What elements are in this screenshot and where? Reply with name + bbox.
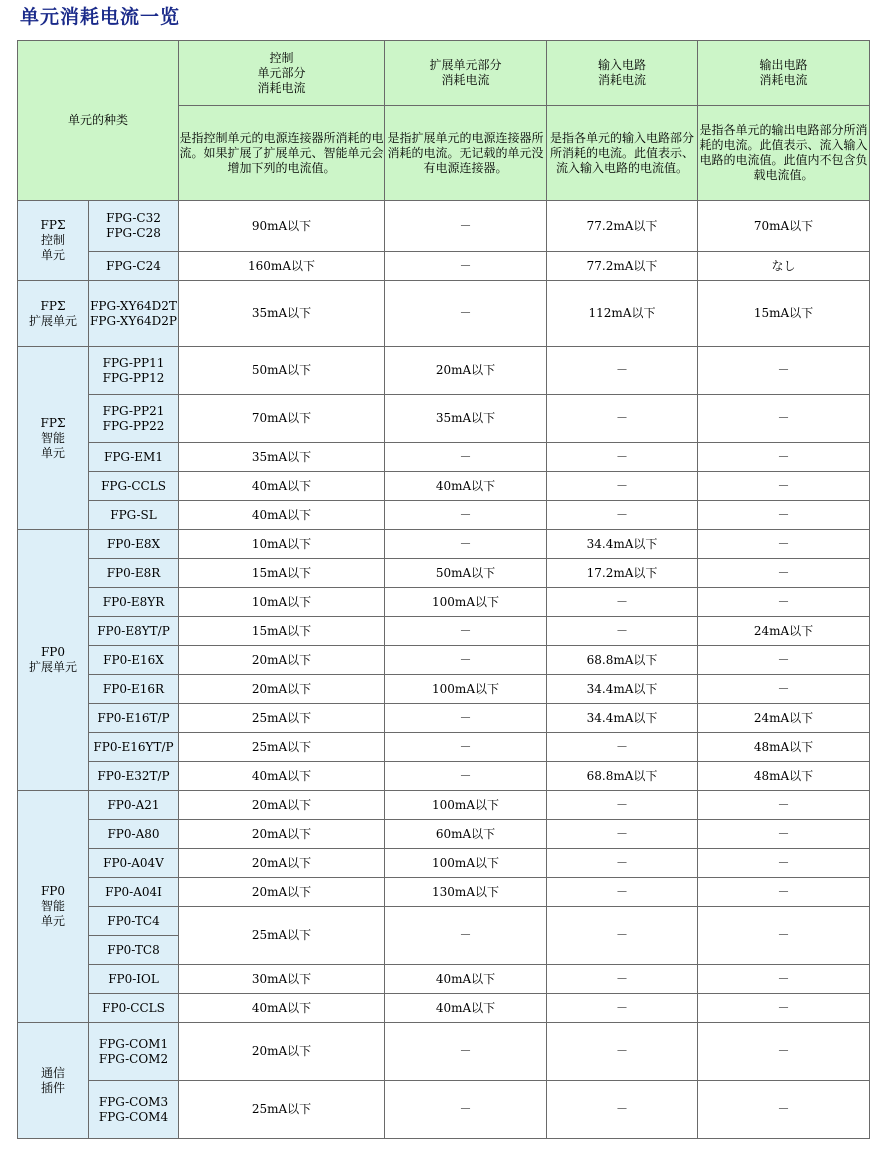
table-row [18, 1081, 870, 1139]
control-current-cell: 25mA以下 [179, 1081, 385, 1139]
expansion-current-cell: 130mA以下 [385, 878, 547, 907]
table-row [18, 994, 870, 1023]
input-current-cell: － [547, 820, 698, 849]
input-current-cell: － [547, 472, 698, 501]
expansion-current-cell: 35mA以下 [385, 395, 547, 443]
output-current-cell: － [698, 675, 870, 704]
expansion-current-cell: 20mA以下 [385, 347, 547, 395]
table-row [18, 820, 870, 849]
table-row [18, 733, 870, 762]
model-cell: FP0-IOL [89, 965, 179, 994]
table-row [18, 907, 870, 936]
current-consumption-table [17, 40, 870, 1139]
col-desc-control: 是指控制单元的电源连接器所消耗的电流。如果扩展了扩展单元、智能单元会增加下列的电流值。 [179, 106, 385, 201]
expansion-current-cell: 40mA以下 [385, 472, 547, 501]
input-current-cell: － [547, 733, 698, 762]
model-cell: FPG-SL [89, 501, 179, 530]
table-row [18, 395, 870, 443]
input-current-cell: － [547, 443, 698, 472]
unit-group-label: FP0 智能 单元 [18, 791, 89, 1023]
table-row [18, 588, 870, 617]
control-current-cell: 25mA以下 [179, 704, 385, 733]
input-current-cell: － [547, 965, 698, 994]
output-current-cell: 24mA以下 [698, 704, 870, 733]
model-cell: FPG-COM1 FPG-COM2 [89, 1023, 179, 1081]
input-current-cell: 68.8mA以下 [547, 762, 698, 791]
unit-group-label: FP0 扩展单元 [18, 530, 89, 791]
output-current-cell: － [698, 588, 870, 617]
control-current-cell: 35mA以下 [179, 443, 385, 472]
output-current-cell: 48mA以下 [698, 733, 870, 762]
output-current-cell: － [698, 559, 870, 588]
expansion-current-cell: 100mA以下 [385, 849, 547, 878]
control-current-cell: 20mA以下 [179, 646, 385, 675]
model-cell: FP0-A04V [89, 849, 179, 878]
table-row [18, 675, 870, 704]
model-cell: FP0-E8X [89, 530, 179, 559]
col-desc-output: 是指各单元的输出电路部分所消耗的电流。此值表示、流入输入电路的电流值。此值内不包含负载电流值。 [698, 106, 870, 201]
table-row [18, 252, 870, 281]
control-current-cell: 25mA以下 [179, 733, 385, 762]
input-current-cell: － [547, 1023, 698, 1081]
input-current-cell: － [547, 347, 698, 395]
output-current-cell: なし [698, 252, 870, 281]
table-row [18, 762, 870, 791]
output-current-cell: － [698, 878, 870, 907]
input-current-cell: － [547, 617, 698, 646]
control-current-cell: 40mA以下 [179, 501, 385, 530]
unit-group-label: FPΣ 扩展单元 [18, 281, 89, 347]
input-current-cell: － [547, 907, 698, 965]
output-current-cell: － [698, 347, 870, 395]
output-current-cell: － [698, 443, 870, 472]
table-row [18, 1023, 870, 1081]
expansion-current-cell: 40mA以下 [385, 965, 547, 994]
expansion-current-cell: － [385, 443, 547, 472]
expansion-current-cell: 100mA以下 [385, 675, 547, 704]
control-current-cell: 40mA以下 [179, 762, 385, 791]
model-cell: FP0-A21 [89, 791, 179, 820]
model-cell: FP0-E8YR [89, 588, 179, 617]
table-row [18, 646, 870, 675]
input-current-cell: － [547, 1081, 698, 1139]
output-current-cell: 70mA以下 [698, 201, 870, 252]
output-current-cell: 15mA以下 [698, 281, 870, 347]
model-cell: FP0-E16T/P [89, 704, 179, 733]
model-cell: FPG-C24 [89, 252, 179, 281]
table-row [18, 281, 870, 347]
control-current-cell: 70mA以下 [179, 395, 385, 443]
output-current-cell: － [698, 907, 870, 965]
expansion-current-cell: － [385, 1023, 547, 1081]
expansion-current-cell: － [385, 762, 547, 791]
table-row [18, 201, 870, 252]
expansion-current-cell: － [385, 907, 547, 965]
input-current-cell: 77.2mA以下 [547, 252, 698, 281]
output-current-cell: － [698, 1081, 870, 1139]
table-row [18, 849, 870, 878]
control-current-cell: 90mA以下 [179, 201, 385, 252]
expansion-current-cell: － [385, 1081, 547, 1139]
output-current-cell: 24mA以下 [698, 617, 870, 646]
expansion-current-cell: － [385, 617, 547, 646]
expansion-current-cell: 50mA以下 [385, 559, 547, 588]
control-current-cell: 10mA以下 [179, 530, 385, 559]
input-current-cell: － [547, 994, 698, 1023]
unit-group-label: FPΣ 智能 单元 [18, 347, 89, 530]
control-current-cell: 20mA以下 [179, 849, 385, 878]
table-row [18, 791, 870, 820]
col-header-control: 控制 单元部分 消耗电流 [179, 41, 385, 106]
input-current-cell: － [547, 588, 698, 617]
input-current-cell: － [547, 395, 698, 443]
model-cell: FP0-E8YT/P [89, 617, 179, 646]
model-cell: FP0-E32T/P [89, 762, 179, 791]
control-current-cell: 15mA以下 [179, 617, 385, 646]
model-cell: FP0-CCLS [89, 994, 179, 1023]
model-cell: FPG-CCLS [89, 472, 179, 501]
col-header-expansion: 扩展单元部分 消耗电流 [385, 41, 547, 106]
input-current-cell: 34.4mA以下 [547, 704, 698, 733]
expansion-current-cell: － [385, 281, 547, 347]
table-row [18, 347, 870, 395]
control-current-cell: 20mA以下 [179, 820, 385, 849]
model-cell: FPG-XY64D2T FPG-XY64D2P [89, 281, 179, 347]
col-desc-input: 是指各单元的输入电路部分所消耗的电流。此值表示、流入输入电路的电流值。 [547, 106, 698, 201]
output-current-cell: － [698, 791, 870, 820]
output-current-cell: － [698, 965, 870, 994]
model-cell: FP0-E16X [89, 646, 179, 675]
col-header-input: 输入电路 消耗电流 [547, 41, 698, 106]
expansion-current-cell: － [385, 530, 547, 559]
table-row [18, 878, 870, 907]
output-current-cell: － [698, 849, 870, 878]
control-current-cell: 35mA以下 [179, 281, 385, 347]
control-current-cell: 40mA以下 [179, 472, 385, 501]
table-row [18, 704, 870, 733]
control-current-cell: 20mA以下 [179, 878, 385, 907]
table-row [18, 965, 870, 994]
model-cell: FPG-COM3 FPG-COM4 [89, 1081, 179, 1139]
input-current-cell: － [547, 501, 698, 530]
control-current-cell: 20mA以下 [179, 675, 385, 704]
control-current-cell: 20mA以下 [179, 1023, 385, 1081]
control-current-cell: 30mA以下 [179, 965, 385, 994]
control-current-cell: 15mA以下 [179, 559, 385, 588]
model-cell: FP0-A04I [89, 878, 179, 907]
expansion-current-cell: － [385, 501, 547, 530]
page-title: 单元消耗电流一览 [20, 6, 181, 28]
table-row [18, 559, 870, 588]
output-current-cell: － [698, 994, 870, 1023]
expansion-current-cell: 40mA以下 [385, 994, 547, 1023]
model-cell: FP0-TC8 [89, 936, 179, 965]
control-current-cell: 25mA以下 [179, 907, 385, 965]
expansion-current-cell: － [385, 252, 547, 281]
expansion-current-cell: － [385, 201, 547, 252]
expansion-current-cell: － [385, 704, 547, 733]
model-cell: FPG-PP11 FPG-PP12 [89, 347, 179, 395]
model-cell: FPG-EM1 [89, 443, 179, 472]
model-cell: FP0-E16R [89, 675, 179, 704]
output-current-cell: － [698, 820, 870, 849]
model-cell: FP0-TC4 [89, 907, 179, 936]
output-current-cell: － [698, 395, 870, 443]
input-current-cell: 34.4mA以下 [547, 530, 698, 559]
expansion-current-cell: 100mA以下 [385, 588, 547, 617]
unit-type-header: 单元的种类 [18, 41, 179, 201]
input-current-cell: － [547, 849, 698, 878]
model-cell: FP0-A80 [89, 820, 179, 849]
control-current-cell: 10mA以下 [179, 588, 385, 617]
table-row [18, 472, 870, 501]
control-current-cell: 20mA以下 [179, 791, 385, 820]
output-current-cell: － [698, 501, 870, 530]
col-header-output: 输出电路 消耗电流 [698, 41, 870, 106]
output-current-cell: － [698, 530, 870, 559]
input-current-cell: 112mA以下 [547, 281, 698, 347]
expansion-current-cell: 100mA以下 [385, 791, 547, 820]
table-row [18, 617, 870, 646]
control-current-cell: 160mA以下 [179, 252, 385, 281]
table-row [18, 501, 870, 530]
model-cell: FPG-C32 FPG-C28 [89, 201, 179, 252]
model-cell: FP0-E16YT/P [89, 733, 179, 762]
output-current-cell: － [698, 1023, 870, 1081]
input-current-cell: － [547, 878, 698, 907]
expansion-current-cell: － [385, 646, 547, 675]
model-cell: FPG-PP21 FPG-PP22 [89, 395, 179, 443]
unit-group-label: 通信 插件 [18, 1023, 89, 1139]
col-desc-expansion: 是指扩展单元的电源连接器所消耗的电流。无记载的单元没有电源连接器。 [385, 106, 547, 201]
input-current-cell: 17.2mA以下 [547, 559, 698, 588]
header-row [18, 41, 870, 106]
table-row [18, 530, 870, 559]
input-current-cell: － [547, 791, 698, 820]
input-current-cell: 77.2mA以下 [547, 201, 698, 252]
control-current-cell: 50mA以下 [179, 347, 385, 395]
output-current-cell: － [698, 472, 870, 501]
control-current-cell: 40mA以下 [179, 994, 385, 1023]
model-cell: FP0-E8R [89, 559, 179, 588]
input-current-cell: 34.4mA以下 [547, 675, 698, 704]
table-row [18, 443, 870, 472]
expansion-current-cell: － [385, 733, 547, 762]
output-current-cell: 48mA以下 [698, 762, 870, 791]
input-current-cell: 68.8mA以下 [547, 646, 698, 675]
unit-group-label: FPΣ 控制 单元 [18, 201, 89, 281]
expansion-current-cell: 60mA以下 [385, 820, 547, 849]
output-current-cell: － [698, 646, 870, 675]
